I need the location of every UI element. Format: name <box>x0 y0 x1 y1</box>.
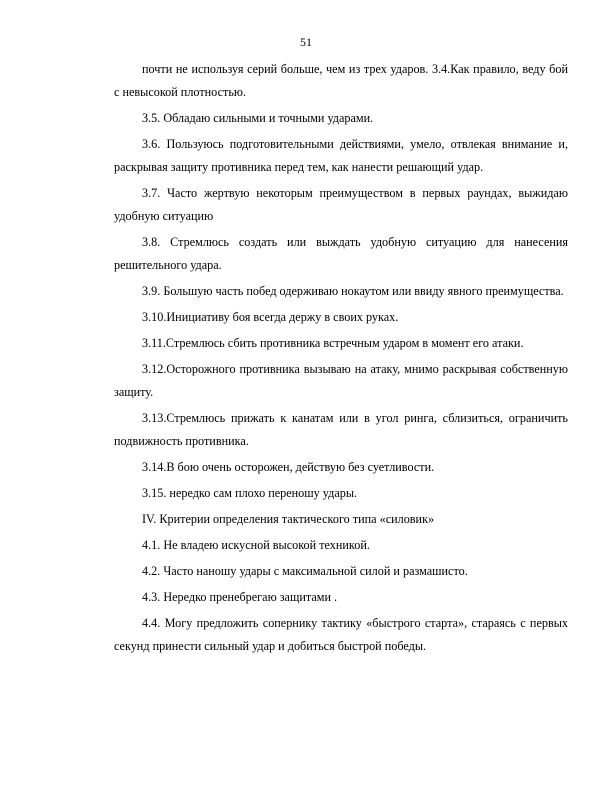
paragraph-3-12: 3.12.Осторожного противника вызываю на атаку, мнимо раскрывая собственную защиту. <box>114 362 568 399</box>
paragraph-3-8: 3.8. Стремлюсь создать или выждать удобную ситуацию для нанесения решительного удара. <box>114 235 568 272</box>
paragraph-3-6: 3.6. Пользуюсь подготовительными действиями, умело, отвлекая внимание и, раскрывая защиту противника перед тем, как нанести решающий удар. <box>114 137 568 174</box>
document-body <box>114 58 568 661</box>
paragraph-3-14: 3.14.В бою очень осторожен, действую без суетливости. <box>142 460 435 474</box>
paragraph-4-1: 4.1. Не владею искусной высокой техникой. <box>142 538 370 552</box>
paragraph-4-4: 4.4. Могу предложить сопернику тактику «быстрого старта», стараясь с первых секунд принести сильный удар и добиться быстрой победы. <box>114 616 568 653</box>
paragraph-3-7: 3.7. Часто жертвую некоторым преимуществом в первых раундах, выжидаю удобную ситуацию <box>114 186 568 223</box>
paragraph-3-9: 3.9. Большую часть побед одерживаю нокаутом или ввиду явного преимущества. <box>142 284 564 298</box>
section-heading-iv: IV. Критерии определения тактического типа «силовик» <box>142 512 435 526</box>
paragraph-3-15: 3.15. нередко сам плохо переношу удары. <box>142 486 358 500</box>
paragraph-3-10: 3.10.Инициативу боя всегда держу в своих руках. <box>142 310 399 324</box>
paragraph-4-2: 4.2. Часто наношу удары с максимальной силой и размашисто. <box>142 564 468 578</box>
page-number: 51 <box>300 35 312 49</box>
paragraph-continuation-3-4: почти не используя серий больше, чем из трех ударов. 3.4.Как правило, веду бой с невысокой плотностью. <box>114 62 568 99</box>
paragraph-3-11: 3.11.Стремлюсь сбить противника встречным ударом в момент его атаки. <box>142 336 524 350</box>
paragraph-3-5: 3.5. Обладаю сильными и точными ударами. <box>142 111 374 125</box>
paragraph-4-3: 4.3. Нередко пренебрегаю защитами . <box>142 590 338 604</box>
paragraph-3-13: 3.13.Стремлюсь прижать к канатам или в угол ринга, сблизиться, ограничить подвижность противника. <box>114 411 568 448</box>
